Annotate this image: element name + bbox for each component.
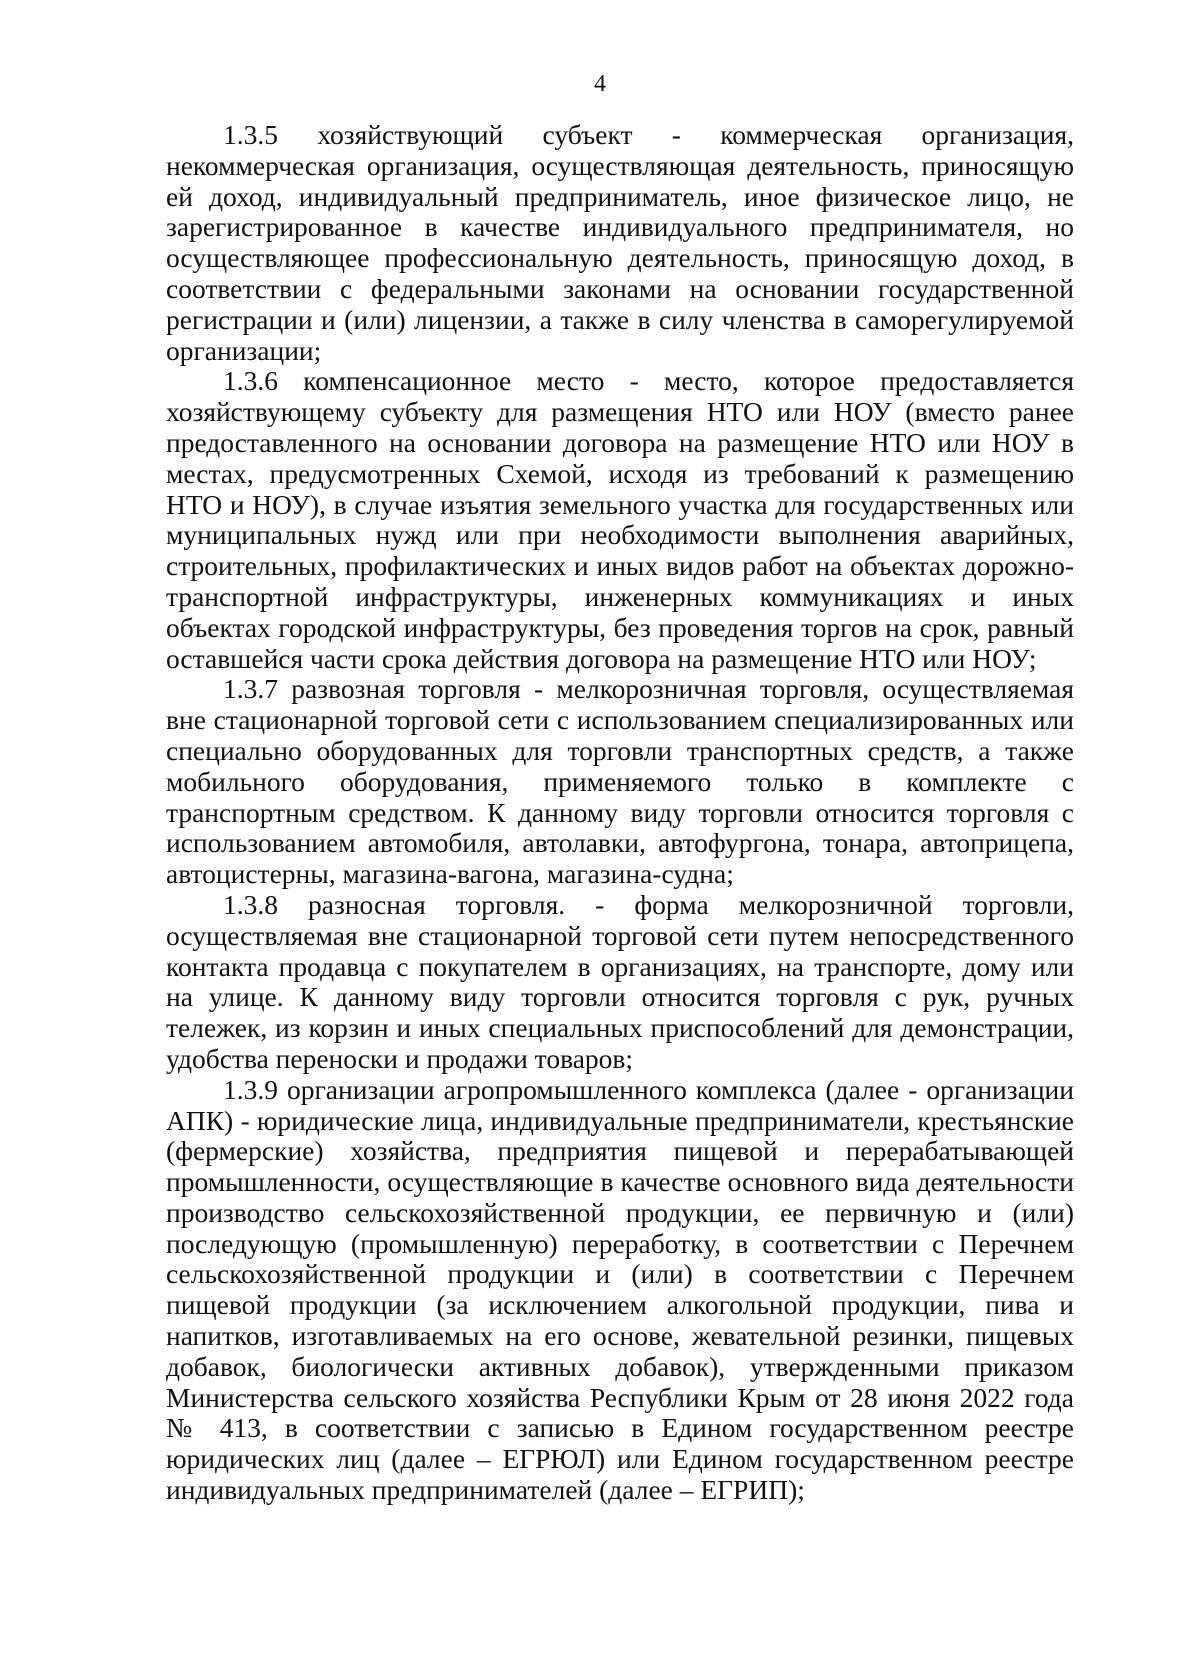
page-number: 4 [594, 71, 606, 97]
paragraph-1-3-7: 1.3.7 развозная торговля - мелкорозничная торговля, осуществляемая вне стационарной торговой сети с использованием специализированных или специально оборудованных для торговли транспортных средств, а также мобильного оборудования, применяемого только в комплекте с транспортным средством. К данному виду торговли относится торговля с использованием автомобиля, автолавки, автофургона, тонара, автоприцепа, автоцистерны, магазина-вагона, магазина-судна; [166, 673, 1074, 890]
document-body [166, 120, 1074, 1506]
paragraph-1-3-6: 1.3.6 компенсационное место - место, которое предоставляется хозяйствующему субъекту для размещения НТО или НОУ (вместо ранее предоставленного на основании договора на размещение НТО или НОУ в местах, предусмотренных Схемой, исходя из требований к размещению НТО и НОУ), в случае изъятия земельного участка для государственных или муниципальных нужд или при необходимости выполнения аварийных, строительных, профилактических и иных видов работ на объектах дорожно-транспортной инфраструктуры, инженерных коммуникациях и иных объектах городской инфраструктуры, без проведения торгов на срок, равный оставшейся части срока действия договора на размещение НТО или НОУ; [166, 365, 1074, 674]
paragraph-1-3-9: 1.3.9 организации агропромышленного комплекса (далее - организации АПК) - юридические лица, индивидуальные предприниматели, крестьянские (фермерские) хозяйства, предприятия пищевой и перерабатывающей промышленности, осуществляющие в качестве основного вида деятельности производство сельскохозяйственной продукции, ее первичную и (или) последующую (промышленную) переработку, в соответствии с Перечнем сельскохозяйственной продукции и (или) в соответствии с Перечнем пищевой продукции (за исключением алкогольной продукции, пива и напитков, изготавливаемых на его основе, жевательной резинки, пищевых добавок, биологически активных добавок), утвержденными приказом Министерства сельского хозяйства Республики Крым от 28 июня 2022 года № 413, в соответствии с записью в Едином государственном реестре юридических лиц (далее – ЕГРЮЛ) или Едином государственном реестре индивидуальных предпринимателей (далее – ЕГРИП); [166, 1073, 1074, 1506]
paragraph-1-3-8: 1.3.8 разносная торговля. - форма мелкорозничной торговли, осуществляемая вне стационарной торговой сети путем непосредственного контакта продавца с покупателем в организациях, на транспорте, дому или на улице. К данному виду торговли относится торговля с рук, ручных тележек, из корзин и иных специальных приспособлений для демонстрации, удобства переноски и продажи товаров; [166, 888, 1074, 1074]
paragraph-1-3-5: 1.3.5 хозяйствующий субъект - коммерческая организация, некоммерческая организация, осуществляющая деятельность, приносящую ей доход, индивидуальный предприниматель, иное физическое лицо, не зарегистрированное в качестве индивидуального предпринимателя, но осуществляющее профессиональную деятельность, приносящую доход, в соответствии с федеральными законами на основании государственной регистрации и (или) лицензии, а также в силу членства в саморегулируемой организации; [166, 119, 1074, 366]
